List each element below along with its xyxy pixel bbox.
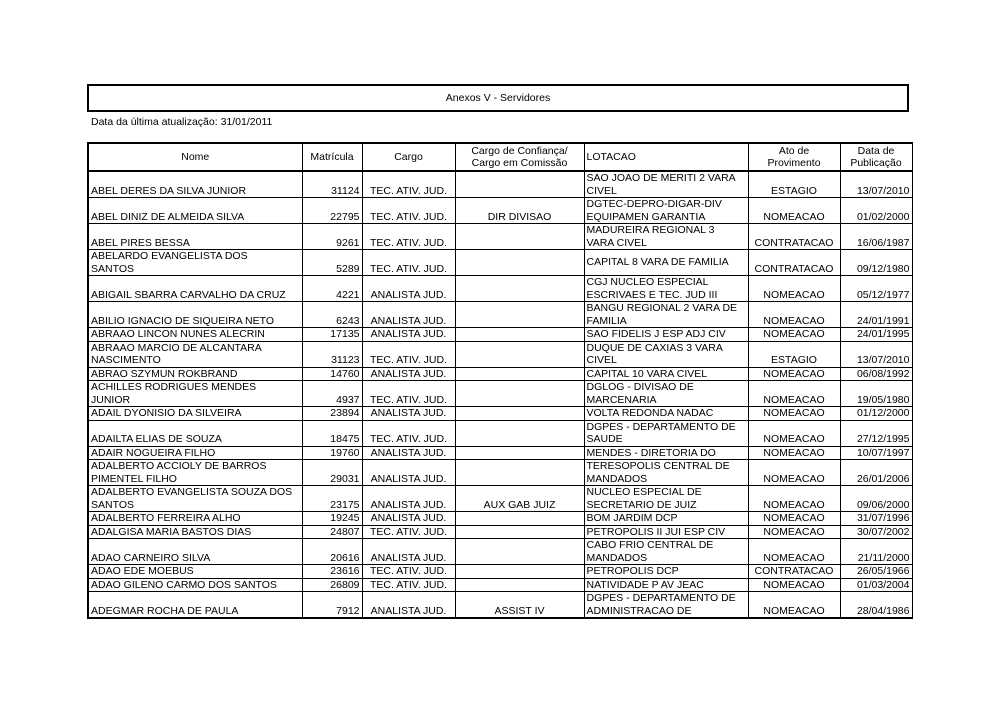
cell-nome: ADALBERTO EVANGELISTA SOUZA DOS SANTOS <box>88 486 302 512</box>
cell-data-publicacao: 28/04/1986 <box>840 592 912 619</box>
cell-data-publicacao: 01/02/2000 <box>840 198 912 224</box>
cell-matricula: 19760 <box>302 446 362 460</box>
cell-ato-provimento: CONTRATACAO <box>748 224 840 250</box>
cell-lotacao: PETROPOLIS DCP <box>584 565 748 579</box>
cell-nome: ADAIR NOGUEIRA FILHO <box>88 446 302 460</box>
cell-nome: ADAO GILENO CARMO DOS SANTOS <box>88 578 302 592</box>
table-row <box>88 592 912 619</box>
cell-cargo-confianca <box>455 512 584 526</box>
cell-ato-provimento: NOMEACAO <box>748 381 840 407</box>
cell-ato-provimento: NOMEACAO <box>748 539 840 565</box>
cell-nome: ABRAAO MARCIO DE ALCANTARA NASCIMENTO <box>88 341 302 367</box>
cell-nome: ABRAO SZYMUN ROKBRAND <box>88 367 302 381</box>
cell-lotacao: VOLTA REDONDA NADAC <box>584 407 748 421</box>
cell-matricula: 26809 <box>302 578 362 592</box>
cell-cargo: ANALISTA JUD. <box>362 302 455 328</box>
cell-cargo: ANALISTA JUD. <box>362 446 455 460</box>
table-row <box>88 381 912 407</box>
cell-matricula: 6243 <box>302 302 362 328</box>
cell-lotacao: BANGU REGIONAL 2 VARA DE FAMILIA <box>584 302 748 328</box>
table-row <box>88 539 912 565</box>
cell-cargo: TEC. ATIV. JUD. <box>362 565 455 579</box>
cell-cargo: TEC. ATIV. JUD. <box>362 420 455 446</box>
cell-lotacao: DUQUE DE CAXIAS 3 VARA CIVEL <box>584 341 748 367</box>
cell-lotacao: SAO JOAO DE MERITI 2 VARA CIVEL <box>584 171 748 198</box>
cell-cargo-confianca <box>455 446 584 460</box>
cell-cargo: TEC. ATIV. JUD. <box>362 250 455 276</box>
cell-matricula: 24807 <box>302 525 362 539</box>
cell-data-publicacao: 09/06/2000 <box>840 486 912 512</box>
cell-lotacao: CGJ NUCLEO ESPECIAL ESCRIVAES E TEC. JUD III <box>584 276 748 302</box>
cell-lotacao: NUCLEO ESPECIAL DE SECRETARIO DE JUIZ <box>584 486 748 512</box>
cell-cargo-confianca <box>455 367 584 381</box>
cell-lotacao: PETROPOLIS II JUI ESP CIV <box>584 525 748 539</box>
cell-cargo-confianca <box>455 302 584 328</box>
cell-cargo-confianca: AUX GAB JUIZ <box>455 486 584 512</box>
cell-nome: ADALBERTO FERREIRA ALHO <box>88 512 302 526</box>
cell-data-publicacao: 10/07/1997 <box>840 446 912 460</box>
cell-lotacao: SAO FIDELIS J ESP ADJ CIV <box>584 328 748 342</box>
cell-data-publicacao: 09/12/1980 <box>840 250 912 276</box>
cell-nome: ABEL DERES DA SILVA JUNIOR <box>88 171 302 198</box>
cell-lotacao: NATIVIDADE P AV JEAC <box>584 578 748 592</box>
cell-ato-provimento: NOMEACAO <box>748 302 840 328</box>
cell-cargo: ANALISTA JUD. <box>362 367 455 381</box>
cell-ato-provimento: NOMEACAO <box>748 198 840 224</box>
cell-ato-provimento: NOMEACAO <box>748 407 840 421</box>
cell-ato-provimento: NOMEACAO <box>748 578 840 592</box>
cell-lotacao: CABO FRIO CENTRAL DE MANDADOS <box>584 539 748 565</box>
table-row <box>88 224 912 250</box>
cell-matricula: 5289 <box>302 250 362 276</box>
cell-ato-provimento: ESTAGIO <box>748 341 840 367</box>
cell-cargo-confianca <box>455 565 584 579</box>
cell-cargo-confianca <box>455 171 584 198</box>
cell-ato-provimento: ESTAGIO <box>748 171 840 198</box>
cell-cargo-confianca <box>455 250 584 276</box>
table-row <box>88 198 912 224</box>
cell-cargo: TEC. ATIV. JUD. <box>362 578 455 592</box>
cell-matricula: 23175 <box>302 486 362 512</box>
cell-nome: ACHILLES RODRIGUES MENDES JUNIOR <box>88 381 302 407</box>
cell-cargo-confianca <box>455 328 584 342</box>
cell-matricula: 19245 <box>302 512 362 526</box>
cell-matricula: 23894 <box>302 407 362 421</box>
table-row <box>88 328 912 342</box>
cell-matricula: 23616 <box>302 565 362 579</box>
cell-cargo: ANALISTA JUD. <box>362 460 455 486</box>
cell-lotacao: DGLOG - DIVISAO DE MARCENARIA <box>584 381 748 407</box>
cell-ato-provimento: NOMEACAO <box>748 367 840 381</box>
cell-ato-provimento: NOMEACAO <box>748 592 840 619</box>
cell-ato-provimento: NOMEACAO <box>748 486 840 512</box>
cell-cargo: TEC. ATIV. JUD. <box>362 198 455 224</box>
cell-nome: ABELARDO EVANGELISTA DOS SANTOS <box>88 250 302 276</box>
table-row <box>88 420 912 446</box>
table-row <box>88 341 912 367</box>
cell-nome: ABEL DINIZ DE ALMEIDA SILVA <box>88 198 302 224</box>
cell-data-publicacao: 26/05/1966 <box>840 565 912 579</box>
cell-nome: ABIGAIL SBARRA CARVALHO DA CRUZ <box>88 276 302 302</box>
cell-cargo: ANALISTA JUD. <box>362 407 455 421</box>
cell-cargo-confianca <box>455 578 584 592</box>
cell-nome: ADALGISA MARIA BASTOS DIAS <box>88 525 302 539</box>
cell-data-publicacao: 24/01/1991 <box>840 302 912 328</box>
cell-data-publicacao: 01/12/2000 <box>840 407 912 421</box>
cell-lotacao: MENDES - DIRETORIA DO <box>584 446 748 460</box>
cell-nome: ADALBERTO ACCIOLY DE BARROS PIMENTEL FILHO <box>88 460 302 486</box>
cell-ato-provimento: NOMEACAO <box>748 276 840 302</box>
cell-cargo: TEC. ATIV. JUD. <box>362 525 455 539</box>
cell-lotacao: DGTEC-DEPRO-DIGAR-DIV EQUIPAMEN GARANTIA <box>584 198 748 224</box>
cell-data-publicacao: 19/05/1980 <box>840 381 912 407</box>
cell-cargo: TEC. ATIV. JUD. <box>362 171 455 198</box>
cell-lotacao: CAPITAL 10 VARA CIVEL <box>584 367 748 381</box>
cell-cargo: ANALISTA JUD. <box>362 539 455 565</box>
cell-cargo-confianca <box>455 407 584 421</box>
cell-cargo-confianca: ASSIST IV <box>455 592 584 619</box>
cell-data-publicacao: 24/01/1995 <box>840 328 912 342</box>
cell-matricula: 22795 <box>302 198 362 224</box>
cell-ato-provimento: NOMEACAO <box>748 420 840 446</box>
cell-matricula: 18475 <box>302 420 362 446</box>
table-row <box>88 276 912 302</box>
cell-matricula: 14760 <box>302 367 362 381</box>
servers-table <box>87 142 913 619</box>
header-cargo: Cargo <box>362 143 455 171</box>
cell-matricula: 31124 <box>302 171 362 198</box>
cell-data-publicacao: 31/07/1996 <box>840 512 912 526</box>
cell-lotacao: DGPES - DEPARTAMENTO DE SAUDE <box>584 420 748 446</box>
cell-data-publicacao: 13/07/2010 <box>840 341 912 367</box>
cell-matricula: 4937 <box>302 381 362 407</box>
document-title <box>87 84 909 112</box>
cell-matricula: 29031 <box>302 460 362 486</box>
cell-matricula: 31123 <box>302 341 362 367</box>
cell-lotacao: DGPES - DEPARTAMENTO DE ADMINISTRACAO DE <box>584 592 748 619</box>
cell-matricula: 9261 <box>302 224 362 250</box>
header-lotacao: LOTACAO <box>584 143 748 171</box>
cell-ato-provimento: CONTRATACAO <box>748 565 840 579</box>
header-cargo-confianca: Cargo de Confiança/ Cargo em Comissão <box>455 143 584 171</box>
cell-nome: ADEGMAR ROCHA DE PAULA <box>88 592 302 619</box>
cell-matricula: 20616 <box>302 539 362 565</box>
cell-cargo: TEC. ATIV. JUD. <box>362 381 455 407</box>
table-header-row <box>88 143 912 171</box>
cell-ato-provimento: NOMEACAO <box>748 460 840 486</box>
header-matricula: Matrícula <box>302 143 362 171</box>
cell-cargo-confianca <box>455 539 584 565</box>
cell-ato-provimento: NOMEACAO <box>748 512 840 526</box>
cell-data-publicacao: 21/11/2000 <box>840 539 912 565</box>
table-row <box>88 302 912 328</box>
header-ato-provimento: Ato de Provimento <box>748 143 840 171</box>
cell-nome: ABILIO IGNACIO DE SIQUEIRA NETO <box>88 302 302 328</box>
title-text: Anexos V - Servidores <box>445 92 551 104</box>
cell-cargo: ANALISTA JUD. <box>362 512 455 526</box>
table-row <box>88 460 912 486</box>
cell-data-publicacao: 01/03/2004 <box>840 578 912 592</box>
table-row <box>88 367 912 381</box>
cell-cargo: ANALISTA JUD. <box>362 276 455 302</box>
cell-lotacao: MADUREIRA REGIONAL 3 VARA CIVEL <box>584 224 748 250</box>
table-row <box>88 171 912 198</box>
cell-cargo: ANALISTA JUD. <box>362 592 455 619</box>
cell-nome: ADAO CARNEIRO SILVA <box>88 539 302 565</box>
cell-data-publicacao: 13/07/2010 <box>840 171 912 198</box>
cell-cargo: ANALISTA JUD. <box>362 486 455 512</box>
table-row <box>88 446 912 460</box>
cell-data-publicacao: 06/08/1992 <box>840 367 912 381</box>
cell-data-publicacao: 16/06/1987 <box>840 224 912 250</box>
cell-ato-provimento: CONTRATACAO <box>748 250 840 276</box>
cell-data-publicacao: 30/07/2002 <box>840 525 912 539</box>
cell-cargo-confianca <box>455 420 584 446</box>
cell-lotacao: BOM JARDIM DCP <box>584 512 748 526</box>
cell-ato-provimento: NOMEACAO <box>748 446 840 460</box>
cell-matricula: 7912 <box>302 592 362 619</box>
cell-cargo: TEC. ATIV. JUD. <box>362 224 455 250</box>
cell-cargo: ANALISTA JUD. <box>362 328 455 342</box>
cell-lotacao: TERESOPOLIS CENTRAL DE MANDADOS <box>584 460 748 486</box>
cell-cargo-confianca <box>455 224 584 250</box>
table-row <box>88 250 912 276</box>
cell-cargo-confianca <box>455 525 584 539</box>
cell-cargo-confianca <box>455 341 584 367</box>
cell-cargo-confianca <box>455 276 584 302</box>
header-data-publicacao: Data de Publicação <box>840 143 912 171</box>
cell-ato-provimento: NOMEACAO <box>748 328 840 342</box>
table-row <box>88 525 912 539</box>
last-update-line: Data da última atualização: 31/01/2011 <box>91 116 273 128</box>
cell-cargo-confianca <box>455 381 584 407</box>
cell-lotacao: CAPITAL 8 VARA DE FAMILIA <box>584 250 748 276</box>
cell-data-publicacao: 05/12/1977 <box>840 276 912 302</box>
cell-nome: ADAILTA ELIAS DE SOUZA <box>88 420 302 446</box>
table-row <box>88 407 912 421</box>
cell-nome: ADAO EDE MOEBUS <box>88 565 302 579</box>
cell-data-publicacao: 27/12/1995 <box>840 420 912 446</box>
table-row <box>88 578 912 592</box>
cell-nome: ABRAAO LINCON NUNES ALECRIN <box>88 328 302 342</box>
cell-cargo-confianca <box>455 460 584 486</box>
table-row <box>88 512 912 526</box>
cell-matricula: 4221 <box>302 276 362 302</box>
table-row <box>88 565 912 579</box>
cell-cargo-confianca: DIR DIVISAO <box>455 198 584 224</box>
header-nome: Nome <box>88 143 302 171</box>
cell-nome: ADAIL DYONISIO DA SILVEIRA <box>88 407 302 421</box>
cell-ato-provimento: NOMEACAO <box>748 525 840 539</box>
cell-matricula: 17135 <box>302 328 362 342</box>
cell-cargo: TEC. ATIV. JUD. <box>362 341 455 367</box>
cell-data-publicacao: 26/01/2006 <box>840 460 912 486</box>
cell-nome: ABEL PIRES BESSA <box>88 224 302 250</box>
table-row <box>88 486 912 512</box>
